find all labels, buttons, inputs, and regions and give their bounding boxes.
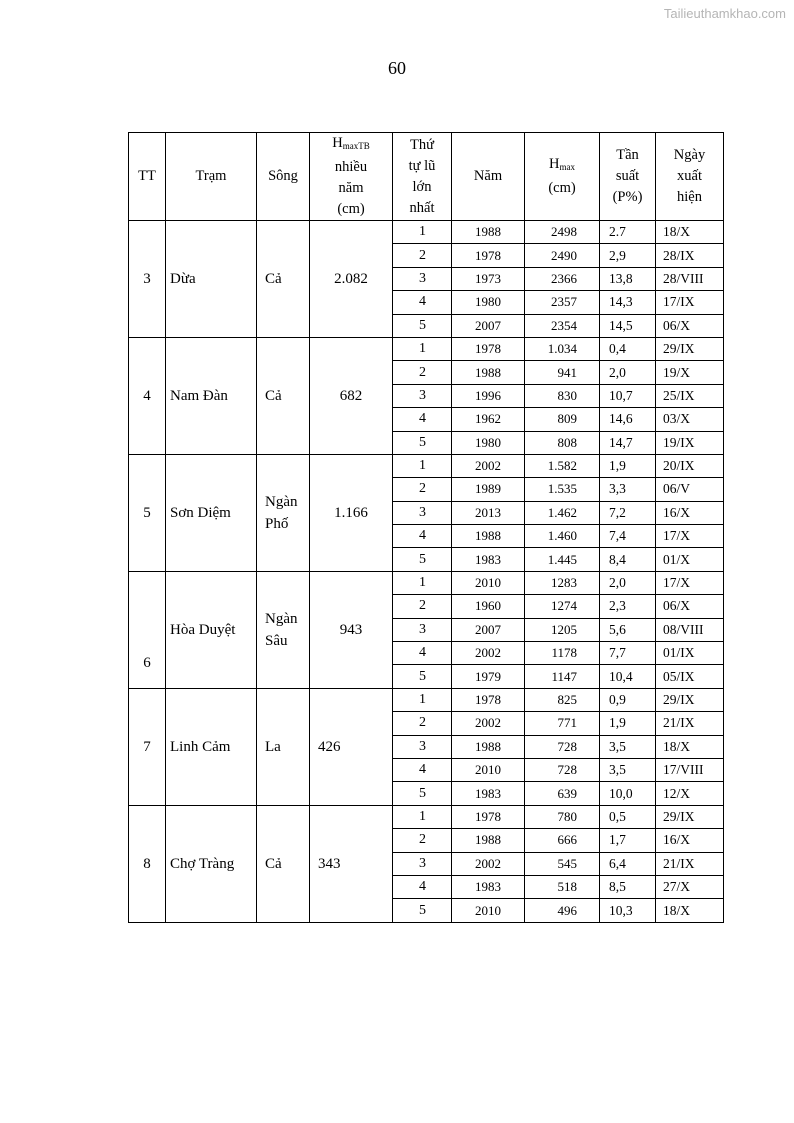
flood-frequency: 3,5 bbox=[600, 735, 656, 758]
river-line: Cả bbox=[265, 855, 282, 872]
flood-date: 19/X bbox=[656, 361, 724, 384]
flood-order: 5 bbox=[393, 431, 452, 454]
flood-frequency: 10,4 bbox=[600, 665, 656, 688]
station-name: Linh Cảm bbox=[166, 688, 257, 805]
river-line: Cả bbox=[265, 387, 282, 404]
header-hmax-sub: max bbox=[559, 162, 575, 172]
flood-hmax: 1.535 bbox=[525, 478, 600, 501]
flood-hmax: 771 bbox=[525, 712, 600, 735]
flood-order: 1 bbox=[393, 454, 452, 477]
flood-hmax: 830 bbox=[525, 384, 600, 407]
flood-frequency: 10,7 bbox=[600, 384, 656, 407]
flood-date: 06/X bbox=[656, 314, 724, 337]
header-ngay bbox=[656, 133, 724, 221]
flood-frequency: 14,6 bbox=[600, 408, 656, 431]
station-river bbox=[257, 221, 310, 338]
flood-order: 1 bbox=[393, 221, 452, 244]
flood-order: 3 bbox=[393, 384, 452, 407]
flood-order: 1 bbox=[393, 571, 452, 594]
table-row bbox=[129, 221, 724, 244]
station-hmaxtb: 2.082 bbox=[310, 221, 393, 338]
flood-frequency: 2,9 bbox=[600, 244, 656, 267]
station-hmaxtb: 682 bbox=[310, 337, 393, 454]
header-tan-suat bbox=[600, 133, 656, 221]
flood-year: 2002 bbox=[452, 712, 525, 735]
station-tt: 7 bbox=[129, 688, 166, 805]
table-row bbox=[129, 337, 724, 360]
flood-date: 01/IX bbox=[656, 642, 724, 665]
flood-order: 4 bbox=[393, 408, 452, 431]
flood-year: 1978 bbox=[452, 805, 525, 828]
flood-hmax: 1.582 bbox=[525, 454, 600, 477]
flood-hmax: 1.034 bbox=[525, 337, 600, 360]
flood-year: 1989 bbox=[452, 478, 525, 501]
flood-hmax: 2366 bbox=[525, 267, 600, 290]
flood-order: 2 bbox=[393, 361, 452, 384]
flood-hmax: 1.445 bbox=[525, 548, 600, 571]
header-ngay-line: hiện bbox=[677, 189, 702, 205]
header-tan-suat-line: suất bbox=[615, 168, 640, 184]
flood-year: 1988 bbox=[452, 735, 525, 758]
station-name: Hòa Duyệt bbox=[166, 571, 257, 688]
header-hmaxtb-line: (cm) bbox=[337, 201, 365, 217]
flood-year: 2007 bbox=[452, 314, 525, 337]
flood-year: 1983 bbox=[452, 782, 525, 805]
flood-year: 2010 bbox=[452, 899, 525, 922]
flood-hmax: 2498 bbox=[525, 221, 600, 244]
flood-year: 2002 bbox=[452, 454, 525, 477]
header-hmaxtb-line: nhiều bbox=[334, 159, 368, 175]
station-name: Dừa bbox=[166, 221, 257, 338]
header-tram: Trạm bbox=[166, 133, 257, 221]
flood-order: 4 bbox=[393, 642, 452, 665]
flood-date: 01/X bbox=[656, 548, 724, 571]
flood-order: 5 bbox=[393, 665, 452, 688]
flood-frequency: 7,7 bbox=[600, 642, 656, 665]
flood-hmax: 639 bbox=[525, 782, 600, 805]
header-tt: TT bbox=[129, 133, 166, 221]
header-thu-tu-line: nhất bbox=[409, 199, 435, 216]
flood-frequency: 10,0 bbox=[600, 782, 656, 805]
flood-frequency: 1,9 bbox=[600, 454, 656, 477]
flood-date: 29/IX bbox=[656, 805, 724, 828]
flood-frequency: 0,4 bbox=[600, 337, 656, 360]
header-thu-tu-line: Thứ bbox=[410, 136, 434, 153]
header-song: Sông bbox=[257, 133, 310, 221]
flood-year: 1978 bbox=[452, 337, 525, 360]
flood-year: 1983 bbox=[452, 875, 525, 898]
station-hmaxtb: 343 bbox=[310, 805, 393, 922]
flood-frequency: 14,7 bbox=[600, 431, 656, 454]
station-river bbox=[257, 805, 310, 922]
flood-year: 1988 bbox=[452, 361, 525, 384]
header-thu-tu bbox=[393, 133, 452, 221]
flood-hmax: 1205 bbox=[525, 618, 600, 641]
table-row bbox=[129, 571, 724, 594]
flood-order: 4 bbox=[393, 291, 452, 314]
flood-date: 06/V bbox=[656, 478, 724, 501]
watermark: Tailieuthamkhao.com bbox=[663, 6, 786, 21]
river-line: Cả bbox=[265, 270, 282, 287]
flood-order: 4 bbox=[393, 525, 452, 548]
table-row bbox=[129, 688, 724, 711]
flood-order: 3 bbox=[393, 735, 452, 758]
table-body bbox=[129, 221, 724, 923]
flood-frequency: 7,4 bbox=[600, 525, 656, 548]
flood-year: 1973 bbox=[452, 267, 525, 290]
flood-year: 1978 bbox=[452, 688, 525, 711]
station-river bbox=[257, 337, 310, 454]
flood-date: 08/VIII bbox=[656, 618, 724, 641]
flood-year: 2002 bbox=[452, 642, 525, 665]
header-hmax bbox=[525, 133, 600, 221]
flood-year: 2010 bbox=[452, 758, 525, 781]
flood-hmax: 808 bbox=[525, 431, 600, 454]
flood-year: 1988 bbox=[452, 525, 525, 548]
flood-date: 17/VIII bbox=[656, 758, 724, 781]
flood-order: 2 bbox=[393, 478, 452, 501]
flood-date: 20/IX bbox=[656, 454, 724, 477]
table-row bbox=[129, 805, 724, 828]
flood-order: 4 bbox=[393, 758, 452, 781]
flood-year: 1960 bbox=[452, 595, 525, 618]
header-hmaxtb-line: năm bbox=[338, 180, 364, 196]
flood-hmax: 1147 bbox=[525, 665, 600, 688]
station-name: Chợ Tràng bbox=[166, 805, 257, 922]
flood-frequency: 2,3 bbox=[600, 595, 656, 618]
flood-frequency: 2.7 bbox=[600, 221, 656, 244]
header-tan-suat-line: (P%) bbox=[612, 189, 643, 205]
flood-order: 5 bbox=[393, 548, 452, 571]
flood-hmax: 1178 bbox=[525, 642, 600, 665]
flood-date: 28/VIII bbox=[656, 267, 724, 290]
flood-order: 3 bbox=[393, 618, 452, 641]
flood-date: 25/IX bbox=[656, 384, 724, 407]
header-thu-tu-line: tự lũ bbox=[408, 157, 436, 174]
flood-order: 5 bbox=[393, 899, 452, 922]
flood-hmax: 496 bbox=[525, 899, 600, 922]
flood-frequency: 1,9 bbox=[600, 712, 656, 735]
flood-hmax: 825 bbox=[525, 688, 600, 711]
flood-frequency: 13,8 bbox=[600, 267, 656, 290]
flood-year: 1983 bbox=[452, 548, 525, 571]
flood-frequency: 3,5 bbox=[600, 758, 656, 781]
flood-year: 1962 bbox=[452, 408, 525, 431]
flood-frequency: 0,9 bbox=[600, 688, 656, 711]
flood-hmax: 1274 bbox=[525, 595, 600, 618]
flood-frequency: 0,5 bbox=[600, 805, 656, 828]
flood-order: 5 bbox=[393, 782, 452, 805]
flood-hmax: 1283 bbox=[525, 571, 600, 594]
station-hmaxtb: 943 bbox=[310, 571, 393, 688]
flood-date: 18/X bbox=[656, 735, 724, 758]
flood-hmax: 2357 bbox=[525, 291, 600, 314]
flood-hmax: 1.460 bbox=[525, 525, 600, 548]
header-hmaxtb bbox=[310, 133, 393, 221]
header-ngay-line: xuất bbox=[677, 168, 702, 184]
flood-frequency: 14,5 bbox=[600, 314, 656, 337]
flood-date: 18/X bbox=[656, 221, 724, 244]
flood-hmax: 666 bbox=[525, 829, 600, 852]
flood-order: 1 bbox=[393, 688, 452, 711]
flood-date: 12/X bbox=[656, 782, 724, 805]
flood-hmax: 780 bbox=[525, 805, 600, 828]
flood-hmax: 2354 bbox=[525, 314, 600, 337]
flood-date: 03/X bbox=[656, 408, 724, 431]
flood-year: 1988 bbox=[452, 221, 525, 244]
flood-order: 5 bbox=[393, 314, 452, 337]
flood-frequency: 8,5 bbox=[600, 875, 656, 898]
flood-date: 17/X bbox=[656, 525, 724, 548]
flood-date: 17/X bbox=[656, 571, 724, 594]
flood-year: 1980 bbox=[452, 431, 525, 454]
header-row bbox=[129, 133, 724, 221]
flood-date: 17/IX bbox=[656, 291, 724, 314]
flood-hmax: 728 bbox=[525, 735, 600, 758]
flood-frequency: 7,2 bbox=[600, 501, 656, 524]
flood-date: 28/IX bbox=[656, 244, 724, 267]
flood-hmax: 1.462 bbox=[525, 501, 600, 524]
river-line: Ngàn bbox=[265, 493, 298, 510]
flood-date: 16/X bbox=[656, 501, 724, 524]
flood-frequency: 5,6 bbox=[600, 618, 656, 641]
flood-hmax: 2490 bbox=[525, 244, 600, 267]
flood-order: 2 bbox=[393, 244, 452, 267]
flood-year: 1988 bbox=[452, 829, 525, 852]
flood-date: 05/IX bbox=[656, 665, 724, 688]
page-number: 60 bbox=[388, 58, 406, 78]
river-line: La bbox=[265, 738, 281, 755]
flood-date: 16/X bbox=[656, 829, 724, 852]
header-ngay-line: Ngày bbox=[673, 147, 706, 163]
flood-frequency: 3,3 bbox=[600, 478, 656, 501]
flood-frequency: 2,0 bbox=[600, 571, 656, 594]
flood-order: 1 bbox=[393, 337, 452, 360]
flood-order: 4 bbox=[393, 875, 452, 898]
flood-date: 29/IX bbox=[656, 337, 724, 360]
flood-year: 1996 bbox=[452, 384, 525, 407]
station-river bbox=[257, 454, 310, 571]
flood-year: 1978 bbox=[452, 244, 525, 267]
station-tt: 4 bbox=[129, 337, 166, 454]
flood-frequency: 8,4 bbox=[600, 548, 656, 571]
flood-frequency: 2,0 bbox=[600, 361, 656, 384]
river-line: Phố bbox=[265, 515, 289, 532]
flood-frequency: 14,3 bbox=[600, 291, 656, 314]
flood-hmax: 809 bbox=[525, 408, 600, 431]
flood-year: 2013 bbox=[452, 501, 525, 524]
flood-hmax: 545 bbox=[525, 852, 600, 875]
flood-date: 21/IX bbox=[656, 712, 724, 735]
station-hmaxtb: 1.166 bbox=[310, 454, 393, 571]
flood-date: 18/X bbox=[656, 899, 724, 922]
header-hmax-unit: (cm) bbox=[548, 180, 576, 196]
flood-order: 3 bbox=[393, 267, 452, 290]
station-river bbox=[257, 688, 310, 805]
header-hmaxtb-main: H bbox=[332, 135, 343, 151]
header-thu-tu-line: lớn bbox=[412, 178, 432, 195]
flood-date: 29/IX bbox=[656, 688, 724, 711]
flood-hmax: 518 bbox=[525, 875, 600, 898]
flood-hmax: 941 bbox=[525, 361, 600, 384]
station-tt: 6 bbox=[129, 571, 166, 688]
station-river bbox=[257, 571, 310, 688]
flood-date: 27/X bbox=[656, 875, 724, 898]
flood-date: 21/IX bbox=[656, 852, 724, 875]
flood-frequency: 1,7 bbox=[600, 829, 656, 852]
flood-year: 1979 bbox=[452, 665, 525, 688]
station-hmaxtb: 426 bbox=[310, 688, 393, 805]
header-tan-suat-line: Tần bbox=[616, 147, 639, 163]
flood-order: 1 bbox=[393, 805, 452, 828]
flood-year: 2002 bbox=[452, 852, 525, 875]
station-tt: 8 bbox=[129, 805, 166, 922]
flood-order: 2 bbox=[393, 595, 452, 618]
flood-order: 3 bbox=[393, 852, 452, 875]
flood-table bbox=[128, 132, 724, 923]
river-line: Sâu bbox=[265, 632, 288, 649]
station-tt: 5 bbox=[129, 454, 166, 571]
table-row bbox=[129, 454, 724, 477]
station-name: Nam Đàn bbox=[166, 337, 257, 454]
station-name: Sơn Diệm bbox=[166, 454, 257, 571]
flood-order: 2 bbox=[393, 829, 452, 852]
flood-year: 1980 bbox=[452, 291, 525, 314]
flood-frequency: 6,4 bbox=[600, 852, 656, 875]
flood-date: 19/IX bbox=[656, 431, 724, 454]
flood-year: 2010 bbox=[452, 571, 525, 594]
flood-hmax: 728 bbox=[525, 758, 600, 781]
header-hmax-main: H bbox=[549, 156, 560, 172]
flood-order: 2 bbox=[393, 712, 452, 735]
river-line: Ngàn bbox=[265, 610, 298, 627]
flood-frequency: 10,3 bbox=[600, 899, 656, 922]
station-tt: 3 bbox=[129, 221, 166, 338]
flood-year: 2007 bbox=[452, 618, 525, 641]
header-hmaxtb-sub: maxTB bbox=[342, 141, 370, 151]
header-nam: Năm bbox=[452, 133, 525, 221]
flood-date: 06/X bbox=[656, 595, 724, 618]
flood-order: 3 bbox=[393, 501, 452, 524]
